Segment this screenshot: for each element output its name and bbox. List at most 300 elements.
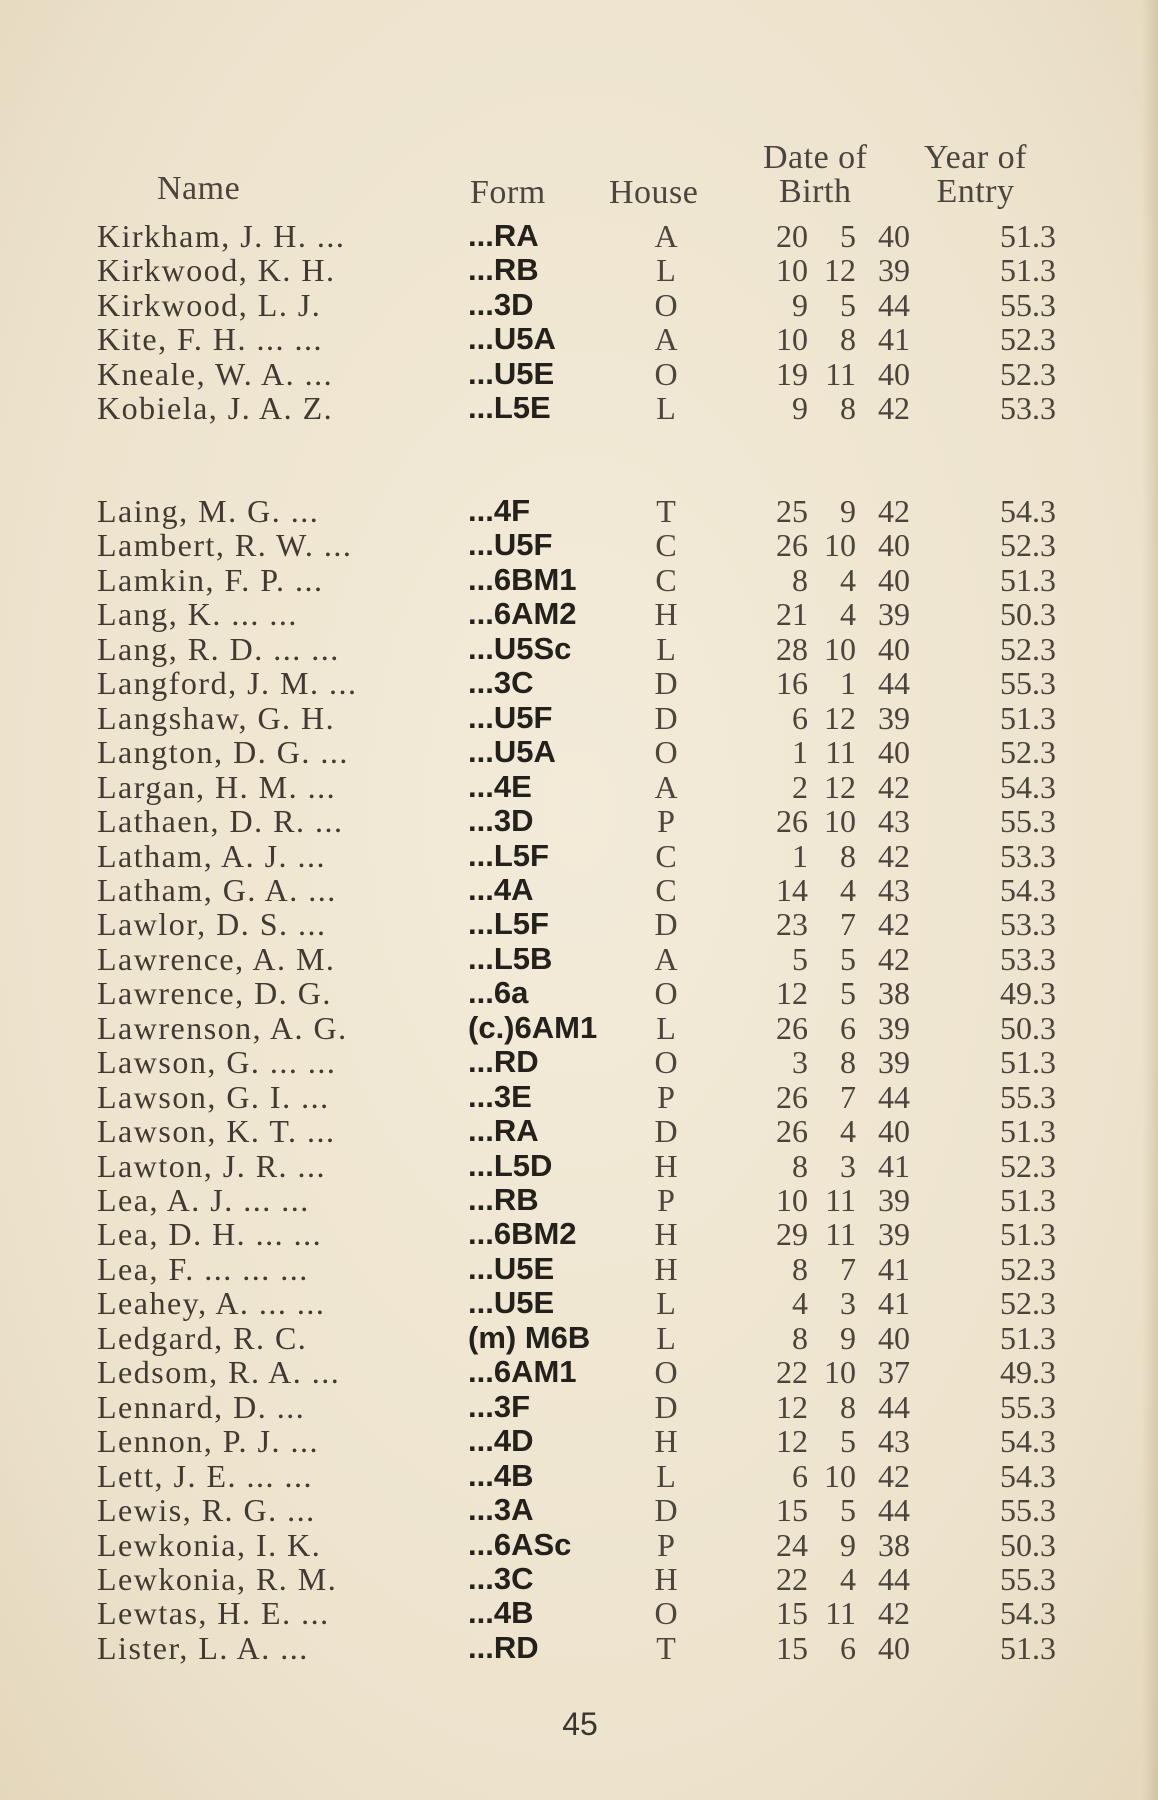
- cell-name: Lister, L. A. ...: [97, 1629, 309, 1666]
- cell-year: 42: [878, 768, 910, 805]
- cell-year: 42: [878, 493, 910, 529]
- cell-day: 8: [792, 1250, 808, 1287]
- cell-month: 5: [840, 940, 856, 977]
- cell-entry: 54.3: [1000, 871, 1056, 908]
- cell-name: Lawrence, D. G.: [97, 975, 332, 1012]
- cell-month: 11: [825, 1595, 856, 1632]
- cell-house: O: [654, 355, 678, 392]
- table-row: [0, 1458, 1158, 1492]
- cell-entry: 54.3: [1000, 1457, 1056, 1494]
- cell-year: 43: [878, 803, 910, 840]
- cell-form: ...U5E: [468, 355, 555, 391]
- cell-house: O: [654, 286, 678, 323]
- header-year-of-entry-line2: Entry: [936, 173, 1015, 210]
- cell-form: ...4D: [468, 1423, 534, 1459]
- table-row: [0, 1527, 1158, 1561]
- table-row: [0, 527, 1158, 564]
- cell-month: 8: [840, 321, 856, 358]
- cell-day: 5: [792, 940, 808, 977]
- cell-year: 41: [878, 1147, 910, 1184]
- cell-form: ...3C: [468, 665, 534, 701]
- cell-month: 7: [840, 1250, 856, 1287]
- cell-form: ...6BM2: [468, 1216, 577, 1252]
- cell-name: Kirkham, J. H. ...: [97, 218, 346, 254]
- cell-day: 21: [776, 596, 808, 633]
- cell-year: 40: [878, 218, 910, 254]
- cell-year: 39: [878, 596, 910, 633]
- table-row: [0, 356, 1158, 390]
- cell-house: A: [654, 321, 678, 358]
- cell-form: ...4B: [468, 1457, 534, 1493]
- cell-form: ...6AM1: [468, 1354, 577, 1390]
- cell-day: 19: [776, 355, 808, 392]
- cell-form: ...L5B: [468, 940, 553, 976]
- table-row: [0, 975, 1158, 1012]
- cell-day: 28: [776, 630, 808, 667]
- table-row: [0, 1630, 1158, 1664]
- cell-year: 44: [878, 1492, 910, 1529]
- cell-day: 8: [792, 561, 808, 598]
- cell-entry: 53.3: [1000, 390, 1056, 427]
- cell-entry: 52.3: [1000, 734, 1056, 771]
- cell-month: 11: [825, 355, 856, 392]
- cell-house: T: [656, 493, 676, 529]
- cell-entry: 54.3: [1000, 1423, 1056, 1460]
- cell-entry: 51.3: [1000, 1182, 1056, 1218]
- cell-entry: 51.3: [1000, 1113, 1056, 1150]
- table-row: [0, 1182, 1158, 1216]
- cell-month: 10: [824, 630, 856, 667]
- header-year-of-entry-line1: Year of: [924, 139, 1027, 176]
- table-row: [0, 700, 1158, 734]
- cell-house: D: [654, 906, 678, 943]
- cell-month: 7: [840, 1078, 856, 1115]
- cell-day: 6: [792, 1457, 808, 1494]
- cell-month: 3: [840, 1147, 856, 1184]
- cell-house: L: [656, 1009, 676, 1046]
- cell-year: 40: [878, 561, 910, 598]
- cell-entry: 50.3: [1000, 596, 1056, 633]
- cell-name: Leahey, A. ... ...: [97, 1285, 326, 1322]
- cell-entry: 52.3: [1000, 630, 1056, 667]
- cell-entry: 52.3: [1000, 321, 1056, 358]
- cell-day: 15: [776, 1492, 808, 1529]
- cell-name: Lawson, K. T. ...: [97, 1113, 336, 1150]
- cell-house: T: [656, 1629, 676, 1666]
- table-row: [0, 838, 1158, 872]
- cell-month: 11: [825, 734, 856, 771]
- cell-year: 40: [878, 1113, 910, 1150]
- cell-name: Lathaen, D. R. ...: [97, 803, 344, 840]
- cell-form: ...3D: [468, 803, 534, 839]
- cell-form: ...3A: [468, 1492, 534, 1528]
- cell-name: Lawton, J. R. ...: [97, 1147, 327, 1184]
- cell-house: D: [654, 665, 678, 702]
- table-row: [0, 1320, 1158, 1354]
- cell-year: 44: [878, 1560, 910, 1597]
- cell-form: ...6AM2: [468, 596, 577, 632]
- cell-name: Lewkonia, R. M.: [97, 1560, 338, 1597]
- cell-form: ...U5E: [468, 1285, 555, 1321]
- cell-day: 4: [792, 1285, 808, 1322]
- cell-form: ...U5E: [468, 1250, 555, 1286]
- cell-form: ...3E: [468, 1078, 532, 1114]
- cell-name: Lea, F. ... ... ...: [97, 1250, 309, 1287]
- cell-day: 26: [776, 1113, 808, 1150]
- cell-year: 40: [878, 734, 910, 771]
- cell-entry: 51.3: [1000, 1044, 1056, 1081]
- cell-month: 10: [824, 803, 856, 840]
- cell-year: 38: [878, 1526, 910, 1563]
- cell-day: 29: [776, 1216, 808, 1253]
- cell-name: Lea, A. J. ... ...: [97, 1182, 310, 1218]
- cell-name: Ledgard, R. C.: [97, 1319, 308, 1356]
- cell-form: ...U5Sc: [468, 630, 572, 666]
- header-name: Name: [157, 170, 241, 207]
- cell-day: 15: [776, 1595, 808, 1632]
- cell-form: ...U5F: [468, 699, 553, 735]
- cell-house: A: [654, 218, 678, 254]
- cell-name: Lambert, R. W. ...: [97, 527, 353, 564]
- cell-house: C: [655, 527, 677, 564]
- cell-name: Lewtas, H. E. ...: [97, 1595, 330, 1632]
- cell-name: Langton, D. G. ...: [97, 734, 349, 771]
- cell-house: L: [656, 390, 676, 427]
- table-row: [0, 218, 1158, 252]
- cell-year: 40: [878, 630, 910, 667]
- cell-month: 8: [840, 1388, 856, 1425]
- cell-house: D: [654, 1492, 678, 1529]
- cell-house: A: [654, 768, 678, 805]
- table-row: [0, 562, 1158, 596]
- cell-year: 41: [878, 321, 910, 358]
- cell-month: 12: [824, 768, 856, 805]
- cell-house: D: [654, 699, 678, 736]
- table-row: [0, 941, 1158, 975]
- cell-month: 4: [840, 1560, 856, 1597]
- cell-month: 7: [840, 906, 856, 943]
- cell-form: ...RD: [468, 1044, 539, 1080]
- cell-day: 1: [792, 837, 808, 874]
- cell-name: Kneale, W. A. ...: [97, 355, 334, 392]
- cell-year: 40: [878, 355, 910, 392]
- cell-form: ...U5A: [468, 734, 556, 770]
- cell-form: ...L5F: [468, 837, 549, 873]
- cell-day: 25: [776, 493, 808, 529]
- cell-house: H: [654, 1560, 678, 1597]
- cell-form: ...L5E: [468, 390, 551, 426]
- cell-name: Lawson, G. ... ...: [97, 1044, 337, 1081]
- cell-house: L: [656, 252, 676, 289]
- table-row: [0, 596, 1158, 633]
- table-row: [0, 1595, 1158, 1632]
- cell-name: Lea, D. H. ... ...: [97, 1216, 323, 1253]
- cell-day: 9: [792, 286, 808, 323]
- cell-entry: 52.3: [1000, 355, 1056, 392]
- cell-month: 5: [840, 286, 856, 323]
- cell-name: Lang, R. D. ... ...: [97, 630, 340, 667]
- cell-year: 37: [878, 1354, 910, 1391]
- table-row: [0, 906, 1158, 943]
- cell-house: L: [656, 1285, 676, 1322]
- cell-month: 1: [840, 665, 856, 702]
- table-row: [0, 1216, 1158, 1253]
- cell-form: ...RB: [468, 1182, 539, 1217]
- cell-month: 9: [840, 493, 856, 529]
- cell-form: ...3D: [468, 286, 534, 322]
- table-row: [0, 631, 1158, 665]
- cell-year: 41: [878, 1285, 910, 1322]
- table-row: [0, 493, 1158, 527]
- cell-name: Laing, M. G. ...: [97, 493, 320, 529]
- table-row: [0, 1079, 1158, 1113]
- cell-form: ...L5D: [468, 1147, 553, 1183]
- cell-month: 9: [840, 1526, 856, 1563]
- cell-day: 26: [776, 803, 808, 840]
- cell-entry: 54.3: [1000, 768, 1056, 805]
- table-row: [0, 1561, 1158, 1595]
- cell-form: (c.)6AM1: [468, 1009, 598, 1045]
- cell-house: L: [656, 1457, 676, 1494]
- cell-month: 4: [840, 561, 856, 598]
- cell-year: 38: [878, 975, 910, 1012]
- cell-entry: 55.3: [1000, 1492, 1056, 1529]
- cell-year: 41: [878, 1250, 910, 1287]
- cell-name: Largan, H. M. ...: [97, 768, 337, 805]
- cell-day: 26: [776, 1078, 808, 1115]
- cell-year: 44: [878, 1388, 910, 1425]
- cell-name: Ledsom, R. A. ...: [97, 1354, 341, 1391]
- cell-month: 3: [840, 1285, 856, 1322]
- cell-day: 3: [792, 1044, 808, 1081]
- cell-form: ...3F: [468, 1388, 531, 1424]
- cell-day: 8: [792, 1319, 808, 1356]
- cell-name: Kobiela, J. A. Z.: [97, 390, 334, 427]
- cell-entry: 55.3: [1000, 1388, 1056, 1425]
- table-row: [0, 872, 1158, 906]
- cell-form: ...6a: [468, 975, 529, 1011]
- cell-name: Lennon, P. J. ...: [97, 1423, 319, 1460]
- cell-form: ...RA: [468, 218, 539, 253]
- cell-entry: 50.3: [1000, 1526, 1056, 1563]
- cell-name: Lennard, D. ...: [97, 1388, 306, 1425]
- cell-name: Kite, F. H. ... ...: [97, 321, 323, 358]
- cell-form: ...4B: [468, 1595, 534, 1631]
- cell-entry: 53.3: [1000, 906, 1056, 943]
- table-row: [0, 1423, 1158, 1460]
- cell-name: Lewis, R. G. ...: [97, 1492, 316, 1529]
- cell-entry: 51.3: [1000, 1216, 1056, 1253]
- cell-entry: 51.3: [1000, 252, 1056, 289]
- cell-month: 10: [824, 527, 856, 564]
- cell-day: 8: [792, 1147, 808, 1184]
- table-row: [0, 1148, 1158, 1182]
- cell-entry: 53.3: [1000, 837, 1056, 874]
- cell-month: 8: [840, 1044, 856, 1081]
- cell-month: 5: [840, 1423, 856, 1460]
- cell-house: O: [654, 1354, 678, 1391]
- cell-month: 4: [840, 871, 856, 908]
- cell-year: 39: [878, 699, 910, 736]
- cell-day: 9: [792, 390, 808, 427]
- cell-year: 40: [878, 527, 910, 564]
- table-row: [0, 390, 1158, 427]
- cell-form: ...4A: [468, 871, 534, 907]
- cell-entry: 51.3: [1000, 561, 1056, 598]
- cell-month: 8: [840, 837, 856, 874]
- cell-day: 20: [776, 218, 808, 254]
- cell-year: 42: [878, 1457, 910, 1494]
- cell-year: 39: [878, 1182, 910, 1218]
- cell-year: 44: [878, 286, 910, 323]
- cell-entry: 50.3: [1000, 1009, 1056, 1046]
- cell-house: O: [654, 1044, 678, 1081]
- cell-year: 39: [878, 1009, 910, 1046]
- cell-month: 4: [840, 596, 856, 633]
- cell-name: Lang, K. ... ...: [97, 596, 298, 633]
- cell-entry: 52.3: [1000, 1147, 1056, 1184]
- cell-entry: 49.3: [1000, 1354, 1056, 1391]
- cell-name: Langshaw, G. H.: [97, 699, 336, 736]
- cell-day: 1: [792, 734, 808, 771]
- table-row: [0, 321, 1158, 358]
- cell-house: H: [654, 1423, 678, 1460]
- cell-entry: 52.3: [1000, 1250, 1056, 1287]
- cell-day: 16: [776, 665, 808, 702]
- cell-form: ...RD: [468, 1629, 539, 1665]
- cell-month: 10: [824, 1354, 856, 1391]
- cell-form: ...U5F: [468, 527, 553, 563]
- cell-year: 42: [878, 837, 910, 874]
- cell-day: 24: [776, 1526, 808, 1563]
- cell-name: Lett, J. E. ... ...: [97, 1457, 314, 1494]
- cell-name: Lawlor, D. S. ...: [97, 906, 327, 943]
- cell-entry: 51.3: [1000, 218, 1056, 254]
- header-date-of-birth-line2: Birth: [779, 173, 852, 210]
- cell-house: H: [654, 596, 678, 633]
- cell-house: H: [654, 1250, 678, 1287]
- cell-house: O: [654, 975, 678, 1012]
- cell-house: H: [654, 1216, 678, 1253]
- cell-house: C: [655, 837, 677, 874]
- cell-form: (m) M6B: [468, 1319, 591, 1355]
- cell-month: 12: [824, 699, 856, 736]
- table-row: [0, 665, 1158, 702]
- cell-month: 11: [825, 1182, 856, 1218]
- cell-year: 40: [878, 1629, 910, 1666]
- cell-year: 43: [878, 871, 910, 908]
- cell-entry: 51.3: [1000, 699, 1056, 736]
- cell-year: 44: [878, 1078, 910, 1115]
- cell-house: L: [656, 1319, 676, 1356]
- cell-year: 42: [878, 940, 910, 977]
- cell-month: 12: [824, 252, 856, 289]
- cell-name: Lewkonia, I. K.: [97, 1526, 322, 1563]
- cell-form: ...6BM1: [468, 561, 577, 597]
- cell-entry: 51.3: [1000, 1629, 1056, 1666]
- cell-day: 12: [776, 975, 808, 1012]
- table-row: [0, 1044, 1158, 1081]
- cell-name: Kirkwood, L. J.: [97, 286, 322, 323]
- header-form: Form: [470, 174, 546, 211]
- cell-form: ...L5F: [468, 906, 549, 942]
- cell-month: 4: [840, 1113, 856, 1150]
- table-row: [0, 252, 1158, 289]
- table-row: [0, 803, 1158, 840]
- cell-year: 39: [878, 1216, 910, 1253]
- cell-year: 44: [878, 665, 910, 702]
- cell-form: ...U5A: [468, 321, 556, 357]
- cell-year: 42: [878, 390, 910, 427]
- cell-entry: 54.3: [1000, 1595, 1056, 1632]
- cell-entry: 54.3: [1000, 493, 1056, 529]
- header-house: House: [609, 174, 699, 211]
- cell-day: 10: [776, 252, 808, 289]
- cell-house: O: [654, 734, 678, 771]
- cell-entry: 51.3: [1000, 1319, 1056, 1356]
- table-row: [0, 1492, 1158, 1529]
- table-row: [0, 1113, 1158, 1150]
- cell-month: 5: [840, 975, 856, 1012]
- cell-name: Latham, A. J. ...: [97, 837, 327, 874]
- cell-house: A: [654, 940, 678, 977]
- cell-day: 22: [776, 1560, 808, 1597]
- cell-year: 39: [878, 1044, 910, 1081]
- cell-entry: 49.3: [1000, 975, 1056, 1012]
- cell-house: P: [657, 1526, 675, 1563]
- cell-house: P: [657, 803, 675, 840]
- header-date-of-birth-line1: Date of: [763, 139, 868, 176]
- cell-name: Lawson, G. I. ...: [97, 1078, 330, 1115]
- cell-house: D: [654, 1388, 678, 1425]
- table-row: [0, 1389, 1158, 1423]
- cell-form: ...RA: [468, 1113, 539, 1149]
- cell-form: ...4E: [468, 768, 532, 804]
- cell-entry: 55.3: [1000, 286, 1056, 323]
- cell-name: Langford, J. M. ...: [97, 665, 358, 702]
- cell-entry: 52.3: [1000, 527, 1056, 564]
- cell-year: 43: [878, 1423, 910, 1460]
- cell-month: 5: [840, 218, 856, 254]
- table-row: [0, 1251, 1158, 1285]
- cell-house: H: [654, 1147, 678, 1184]
- cell-day: 23: [776, 906, 808, 943]
- cell-entry: 55.3: [1000, 665, 1056, 702]
- cell-house: L: [656, 630, 676, 667]
- cell-day: 10: [776, 1182, 808, 1218]
- cell-month: 8: [840, 390, 856, 427]
- table-row: [0, 734, 1158, 771]
- cell-house: P: [657, 1182, 675, 1218]
- cell-entry: 53.3: [1000, 940, 1056, 977]
- cell-day: 26: [776, 1009, 808, 1046]
- cell-entry: 52.3: [1000, 1285, 1056, 1322]
- cell-month: 5: [840, 1492, 856, 1529]
- cell-day: 14: [776, 871, 808, 908]
- table-row: [0, 287, 1158, 321]
- cell-day: 22: [776, 1354, 808, 1391]
- cell-month: 9: [840, 1319, 856, 1356]
- cell-day: 2: [792, 768, 808, 805]
- cell-month: 10: [824, 1457, 856, 1494]
- cell-house: C: [655, 561, 677, 598]
- cell-day: 12: [776, 1388, 808, 1425]
- cell-month: 6: [840, 1629, 856, 1666]
- cell-house: C: [655, 871, 677, 908]
- cell-day: 6: [792, 699, 808, 736]
- table-row: [0, 769, 1158, 803]
- cell-day: 15: [776, 1629, 808, 1666]
